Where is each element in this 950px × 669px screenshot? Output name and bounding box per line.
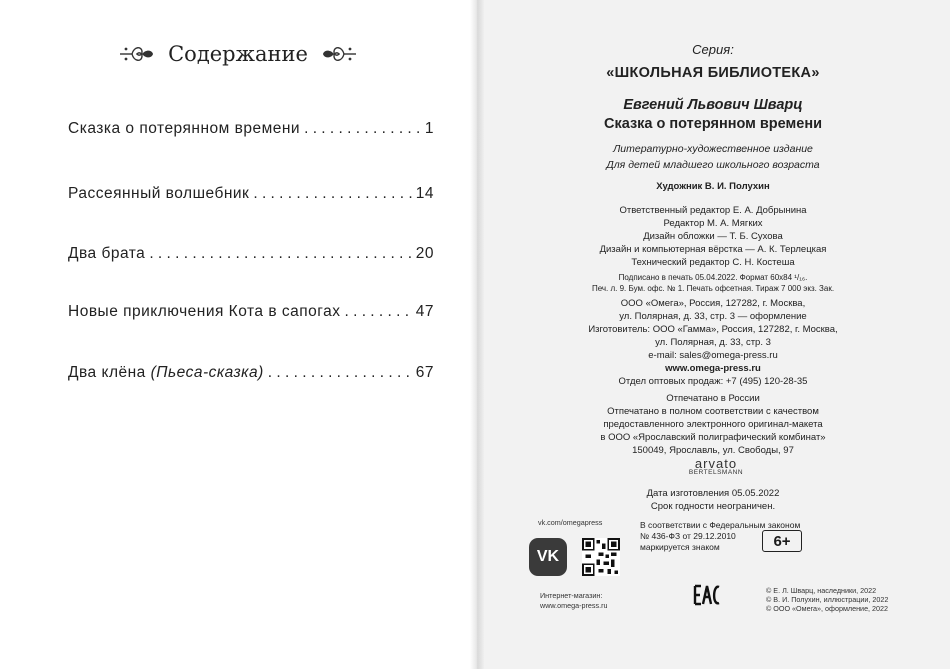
website-link[interactable]: www.omega-press.ru — [665, 363, 761, 374]
vk-link[interactable]: vk.com/omegapress — [538, 518, 603, 527]
toc-header — [0, 36, 476, 72]
printing-house-line: Отпечатано в полном соответствии с качеством — [607, 406, 819, 417]
toc-entry-title: Новые приключения Кота в сапогах — [68, 303, 341, 320]
left-ornament-icon — [118, 41, 156, 67]
toc-entry-page: 1 — [424, 120, 434, 137]
series-label: Серия: — [692, 42, 734, 57]
printing-house-line: предоставленного электронного оригинал-макета — [603, 419, 823, 430]
copyright-line: © ООО «Омега», оформление, 2022 — [766, 604, 889, 613]
arvato-sub: BERTELSMANN — [688, 469, 744, 476]
toc-leader-dots — [268, 364, 412, 382]
shelf-life: Срок годности неограничен. — [650, 501, 776, 512]
toc-entry-title: Два брата — [68, 245, 146, 262]
toc-entry-title: Сказка о потерянном времени — [68, 120, 301, 137]
print-info: Подписано в печать 05.04.2022. Формат 60x84 ¹/₁₆. — [618, 273, 808, 282]
copyright-line: © В. И. Полухин, иллюстрации, 2022 — [766, 595, 889, 604]
toc-entry-subtitle: (Пьеса-сказка) — [150, 364, 264, 381]
law-line: В соответствии с Федеральным законом — [640, 520, 801, 530]
author: Евгений Львович Шварц — [623, 97, 803, 113]
copyright-line: © Е. Л. Шварц, наследники, 2022 — [766, 586, 877, 595]
publisher-line: Изготовитель: ООО «Гамма», Россия, 127282, г. Москва, — [588, 324, 838, 335]
toc-entry-page: 20 — [415, 245, 434, 262]
toc-entry[interactable] — [68, 364, 434, 382]
toc-entry[interactable] — [68, 185, 434, 203]
credit-line: Дизайн обложки — Т. Б. Сухова — [643, 231, 783, 242]
printed-in: Отпечатано в России — [666, 393, 760, 404]
series-name: «ШКОЛЬНАЯ БИБЛИОТЕКА» — [606, 65, 820, 81]
publisher-line: ул. Полярная, д. 33, стр. 3 — [655, 337, 771, 348]
shop-url[interactable]: www.omega-press.ru — [540, 601, 608, 610]
toc-leader-dots — [304, 120, 421, 138]
printing-house-line: 150049, Ярославль, ул. Свободы, 97 — [632, 445, 794, 456]
illustrator: Художник В. И. Полухин — [656, 181, 770, 192]
toc-leader-dots — [253, 185, 411, 203]
toc-entry-page: 47 — [415, 303, 434, 320]
print-info: Печ. л. 9. Бум. офс. № 1. Печать офсетная. Тираж 7 000 экз. Зак. — [591, 284, 835, 293]
credit-line: Технический редактор С. Н. Костеша — [631, 257, 795, 268]
credit-line: Редактор М. А. Мягких — [663, 218, 763, 229]
vk-icon[interactable]: VK — [529, 538, 567, 576]
toc-entry-title: Рассеянный волшебник — [68, 185, 250, 202]
book-title: Сказка о потерянном времени — [603, 116, 822, 132]
toc-entry[interactable] — [68, 303, 434, 321]
age-rating-badge: 6+ — [762, 530, 802, 552]
toc-entry-page: 67 — [415, 364, 434, 381]
manufacture-date: Дата изготовления 05.05.2022 — [646, 488, 780, 499]
email[interactable]: e-mail: sales@omega-press.ru — [648, 350, 778, 361]
right-ornament-icon — [320, 41, 358, 67]
toc-leader-dots — [149, 245, 411, 263]
toc-leader-dots — [344, 303, 411, 321]
audience: Для детей младшего школьного возраста — [606, 159, 820, 171]
credit-line: Ответственный редактор Е. А. Добрынина — [619, 205, 807, 216]
law-line: № 436-ФЗ от 29.12.2010 — [640, 531, 736, 541]
toc-entry[interactable] — [68, 120, 434, 138]
toc-title: Содержание — [168, 42, 308, 66]
eac-mark-icon — [693, 584, 721, 606]
arvato-logo — [676, 456, 756, 476]
toc-entry-title: Два клёна (Пьеса-сказка) — [68, 364, 264, 381]
wholesale-phone: Отдел оптовых продаж: +7 (495) 120-28-35 — [618, 376, 808, 387]
shop-label: Интернет-магазин: — [540, 591, 603, 600]
printing-house-line: в ООО «Ярославский полиграфический комбинат» — [600, 432, 826, 443]
toc-entry-page: 14 — [415, 185, 434, 202]
publisher-line: ООО «Омега», Россия, 127282, г. Москва, — [620, 298, 806, 309]
qr-code-icon[interactable] — [582, 538, 620, 576]
publisher-line: ул. Полярная, д. 33, стр. 3 — оформление — [619, 311, 807, 322]
law-line: маркируется знаком — [640, 542, 720, 552]
credit-line: Дизайн и компьютерная вёрстка — А. К. Терлецкая — [599, 244, 827, 255]
arvato-name: arvato — [694, 456, 738, 471]
genre: Литературно-художественное издание — [613, 143, 813, 155]
toc-entry[interactable] — [68, 245, 434, 263]
